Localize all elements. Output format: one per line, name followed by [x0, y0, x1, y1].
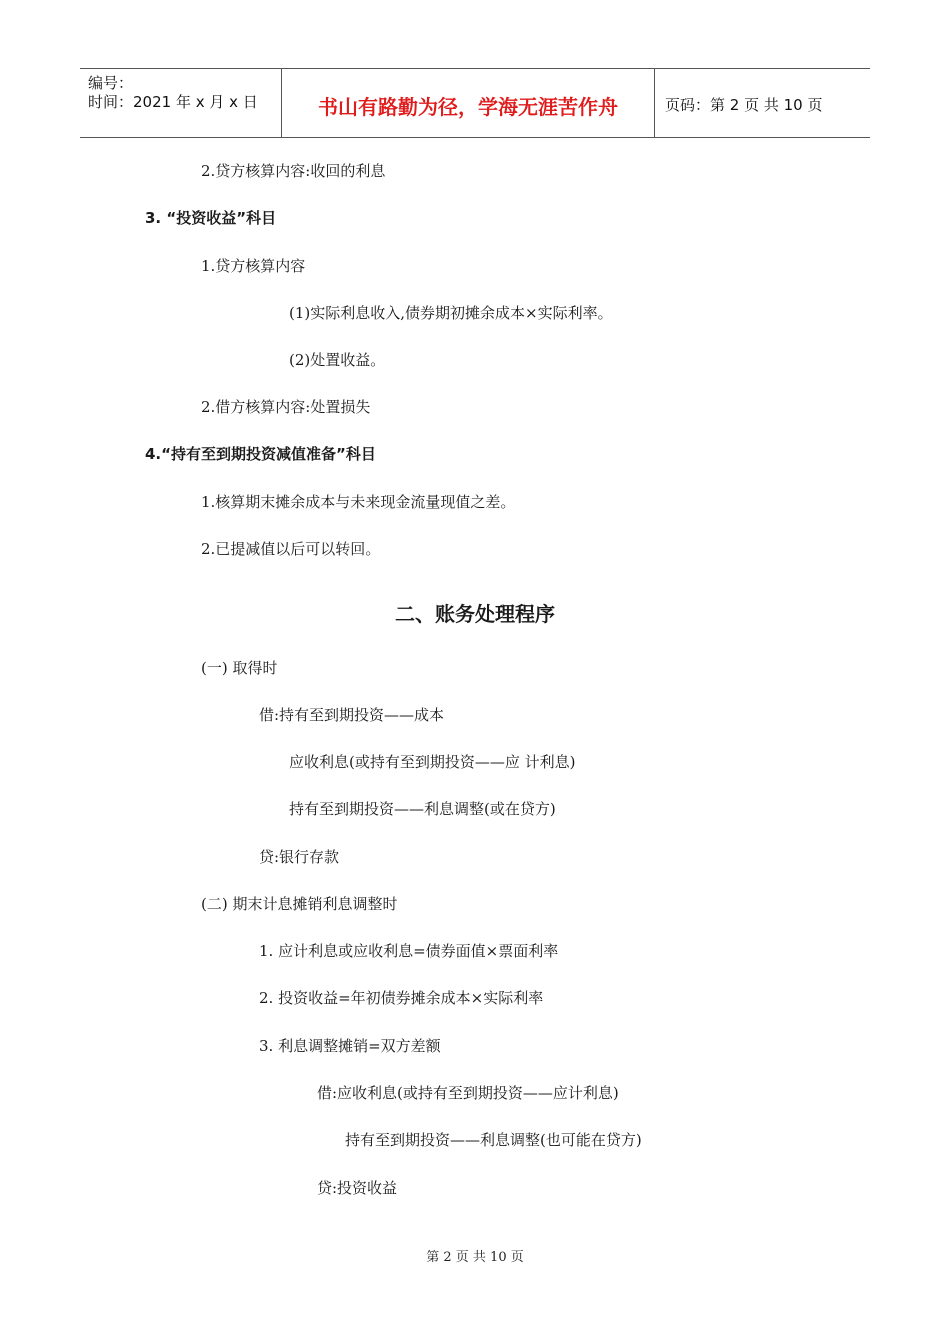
page-footer: 第 2 页 共 10 页	[426, 1250, 524, 1265]
document-number-label: 编号：	[88, 74, 134, 92]
paragraph-line: (一) 取得时	[201, 659, 278, 677]
section-title: 二、账务处理程序	[395, 602, 555, 626]
paragraph-line: 贷:投资收益	[317, 1179, 398, 1197]
paragraph-line: 贷:银行存款	[259, 848, 340, 866]
paragraph-line: 3. 利息调整摊销=双方差额	[259, 1037, 441, 1055]
header-page-cell	[655, 69, 870, 137]
paragraph-line: 借:应收利息(或持有至到期投资——应计利息)	[317, 1084, 619, 1102]
header-motto: 书山有路勤为径，学海无涯苦作舟	[318, 95, 618, 119]
paragraph-line: 持有至到期投资——利息调整(也可能在贷方)	[345, 1131, 642, 1149]
subsection-heading: 3. “投资收益”科目	[145, 209, 277, 227]
paragraph-line: 2.借方核算内容:处置损失	[201, 398, 371, 416]
header-info-cell	[80, 69, 282, 137]
paragraph-line: (2)处置收益。	[289, 351, 386, 369]
paragraph-line: 2. 投资收益=年初债券摊余成本×实际利率	[259, 989, 544, 1007]
document-time-label: 时间：2021 年 x 月 x 日	[88, 93, 258, 111]
paragraph-line: (二) 期末计息摊销利息调整时	[201, 895, 398, 913]
paragraph-line: 应收利息(或持有至到期投资——应 计利息)	[289, 753, 576, 771]
paragraph-line: 1. 应计利息或应收利息=债券面值×票面利率	[259, 942, 559, 960]
header-motto-cell	[282, 69, 655, 137]
paragraph-line: 2.贷方核算内容:收回的利息	[201, 162, 386, 180]
paragraph-line: 借:持有至到期投资——成本	[259, 706, 445, 724]
header-page-info: 页码：第 2 页 共 10 页	[665, 96, 823, 114]
subsection-heading: 4.“持有至到期投资减值准备”科目	[145, 445, 376, 463]
paragraph-line: 1.核算期末摊余成本与未来现金流量现值之差。	[201, 493, 516, 511]
page-header	[80, 68, 870, 138]
paragraph-line: 1.贷方核算内容	[201, 257, 306, 275]
paragraph-line: 2.已提减值以后可以转回。	[201, 540, 381, 558]
paragraph-line: (1)实际利息收入,债券期初摊余成本×实际利率。	[289, 304, 613, 322]
paragraph-line: 持有至到期投资——利息调整(或在贷方)	[289, 800, 556, 818]
